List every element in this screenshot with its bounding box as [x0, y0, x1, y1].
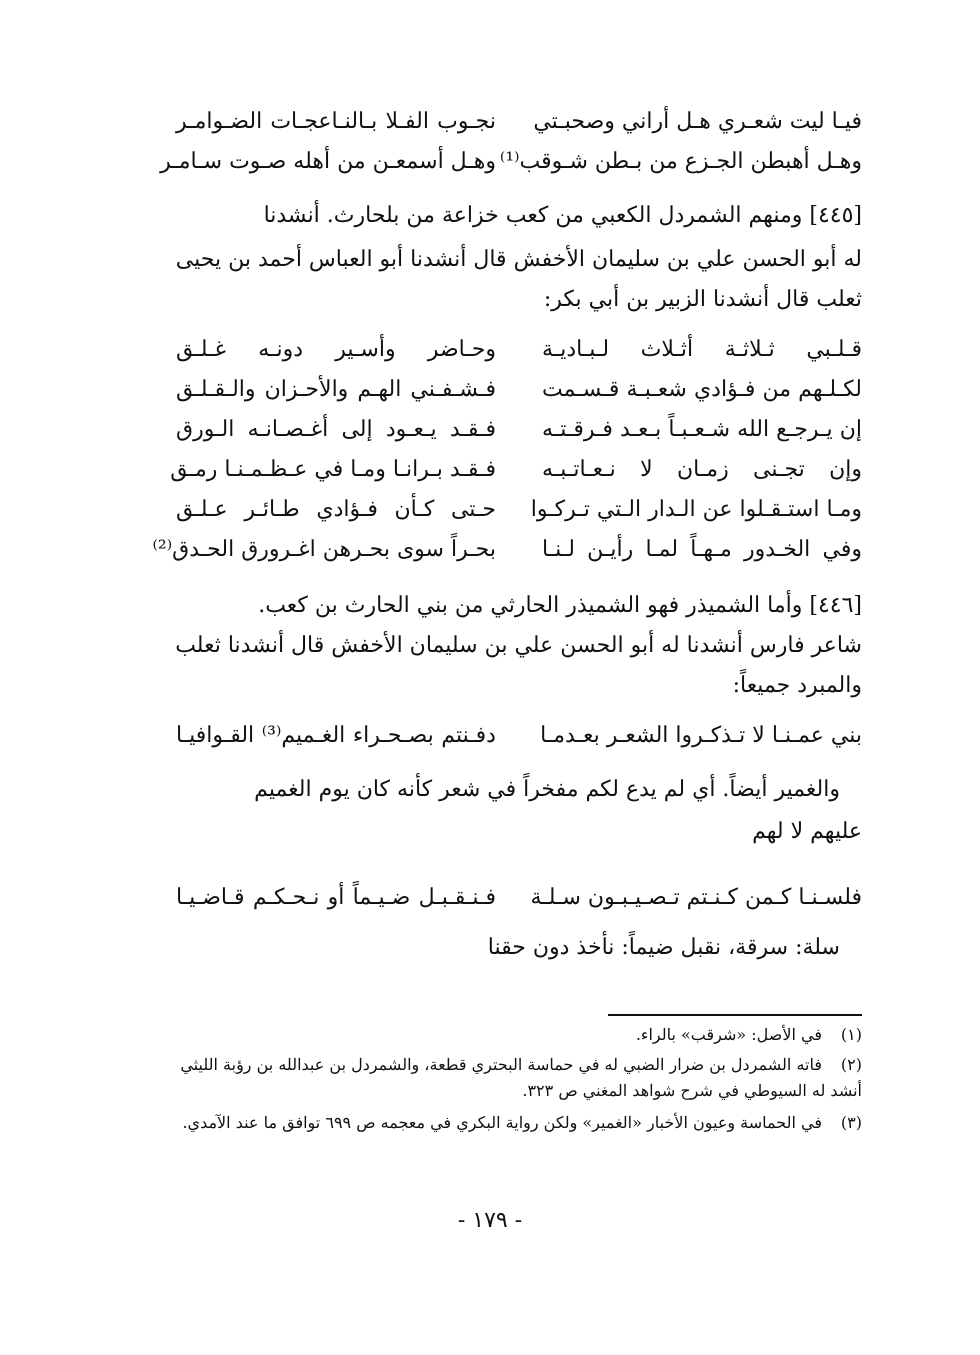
paragraph-line: والمبرد جميعاً: [732, 673, 862, 698]
verse-first-hemistich: قـلـبي ثـلاثـة أثـلاث لـبـاديـة [542, 337, 862, 362]
verse-second-hemistich: نجـوب الفـلا بـالنـاعجـات الضـوامـر [176, 109, 496, 134]
verse-second-hemistich: حـتى كـأن فـؤادي طـائـر عـلـق [176, 497, 496, 522]
verse-first-hemistich: بني عمـنـا لا تـذكـروا الشعـر بعـدمـا [540, 723, 862, 748]
verse-line [176, 878, 862, 918]
footnote-text: في الحماسة وعيون الأخبار «الغمير» ولكن رواية البكري في معجمه ص ٦٩٩ توافق ما عند الآمدي. [182, 1113, 822, 1132]
verse-first-hemistich: فلسـنـا كـمن كـنـتم تـصـيـبـون سـلـة [530, 885, 862, 910]
page-number: - ١٧٩ - [457, 1208, 523, 1233]
verse-second-hemistich: وهـل أسمعـن من أهله صـوت سـامـر [160, 149, 496, 174]
verse-line [176, 102, 862, 142]
paragraph-line: [٤٤٥] ومنهم الشمردل الكعبي من كعب خزاعة من بلحارث. أنشدنا [263, 203, 862, 228]
verse-line [160, 142, 862, 182]
verse-first-hemistich: وهـل أهبطن الجـزع من بـطن شـوقب⁽¹⁾ [499, 149, 862, 174]
verse-first-hemistich: إن يـرجـع الله شـعـبـاً بـعـد فـرقـتـه [542, 417, 862, 442]
paragraph-line: عليهم لا لهم [752, 819, 862, 844]
paragraph-line: والغمير أيضاً. أي لم يدع لكم مفخراً في شعر كأنه كان يوم الغميم [254, 777, 840, 802]
footnote-separator [608, 1014, 862, 1016]
footnote [176, 1052, 862, 1104]
footnote-text: في الأصل: «شرقب» بالراء. [635, 1025, 822, 1044]
verse-second-hemistich: بحـراً سوى بحـرهن اغـرورق الحـدق⁽²⁾ [152, 537, 496, 562]
footnote-text: فاته الشمردل بن ضرار الضبي له في حماسة البحتري قطعة، والشمردل بن عبدالله بن رؤبة الليثي أنشد له السيوطي في شرح شواهد المغني ص ٣٢٣. [180, 1055, 862, 1100]
footnote [176, 1022, 862, 1048]
verse-second-hemistich: دفـنتم بصـحـراء الغـميم⁽³⁾ القـوافيـا [176, 723, 496, 748]
footnote [176, 1110, 862, 1136]
verse-line [176, 370, 862, 410]
verse-first-hemistich: فيـا ليت شعـري هـل أراني وصحبـتي [533, 109, 862, 134]
verse-line [176, 490, 862, 530]
gloss-line: سلة: سرقة، نقبل ضيماً: نأخذ دون حقنا [487, 935, 840, 960]
footnote-number: (٣) [840, 1113, 862, 1132]
verse-line [152, 530, 862, 570]
verse-line [170, 450, 862, 490]
verse-second-hemistich: وحـاضر وأسـير دونـه غـلـق [176, 337, 496, 362]
footnote-number: (١) [840, 1025, 862, 1044]
paragraph-line: شاعر فارس أنشدنا له أبو الحسن علي بن سليمان الأخفش قال أنشدنا ثعلب [175, 633, 862, 658]
verse-first-hemistich: وفي الخـدور مـهـاً لمـا رأيـن لـنـا [542, 537, 862, 562]
verse-first-hemistich: ومـا استـقـلوا عن الـدار الـتي تـركـوا [530, 497, 862, 522]
verse-line [176, 716, 862, 756]
verse-second-hemistich: فـشـفـني الهـم والأحـزان والـقـلـق [176, 377, 496, 402]
verse-line [176, 410, 862, 450]
verse-line [176, 330, 862, 370]
footnote-number: (٢) [840, 1055, 862, 1074]
verse-second-hemistich: فـنـقـبـل ضـيـماً أو نـحـكـم قـاضـيـا [176, 885, 496, 910]
verse-first-hemistich: وإن تجـنى زمـان لا نـعـاتـبـه [542, 457, 862, 482]
verse-second-hemistich: فـقـد بـرانـا ومـا في عـظـمـنـا رمـق [170, 457, 496, 482]
paragraph-line: ثعلب قال أنشدنا الزبير بن أبي بكر: [543, 287, 862, 312]
verse-second-hemistich: فـقـد يـعـود إلى أغـصـانـه الـورق [176, 417, 496, 442]
paragraph-line: [٤٤٦] وأما الشميذر فهو الشميذر الحارثي من بني الحارث بن كعب. [258, 593, 862, 618]
paragraph-line: له أبو الحسن علي بن سليمان الأخفش قال أنشدنا أبو العباس أحمد بن يحيى [175, 247, 862, 272]
verse-first-hemistich: لكـلـهم من فـؤادي شعـبـة قـسـمت [542, 377, 862, 402]
